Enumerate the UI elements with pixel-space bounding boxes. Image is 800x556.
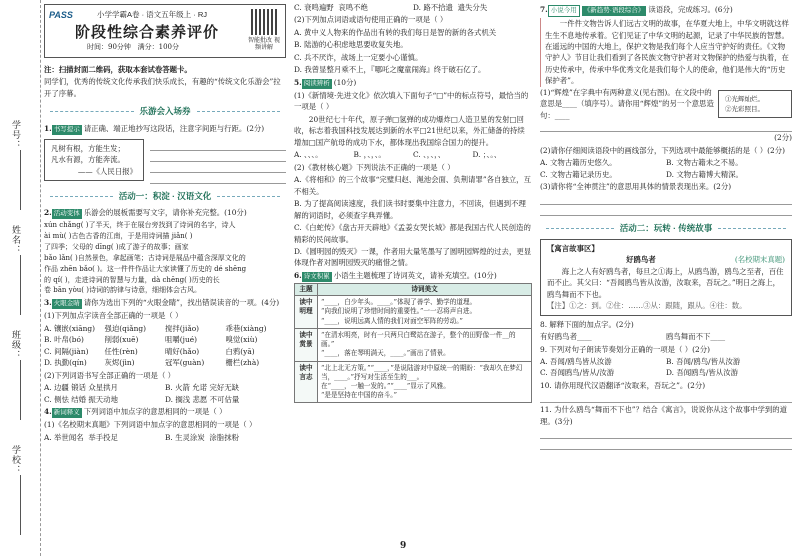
qr-code-icon[interactable] [251,9,277,35]
question-5: 5. 阅读辨析 (10分) [294,77,532,89]
q5-opt-b[interactable]: B. 为了提高阅读速度，我们读书时要集中注意力，不回读，但遇到不理解的词语时，必须查字典弄懂。 [294,199,526,220]
column-middle [294,0,532,556]
class-label: 班级： [10,330,21,360]
school-line[interactable] [20,475,21,535]
q3-sub1: (1)下列加点字读音全部正确的一项是（ ） [44,311,183,321]
q2-passage[interactable]: xún chǎng( )了半天，终于在展台旁找到了诗词的名字，诗人 ài mù( )古色古香的江南，于是用诗词描 jiǎn( ) 了四季；父母的 dīng( )成了游子的故事；画家 bǎo lǎn( )自然景色，拿起画笔；古诗词是展品中蕴含深厚文化的 作品 zhēn bǎo( )。这一件件作品让大家读懂了历史的 dé shēng 的 qí( )，走进诗词的智慧与力量，dà chēng( )历史的长 卷 bān yòu( )诗词的韵律与诗意，细细体会古风。 [44,221,247,295]
q5-options-1[interactable]: A. 、、、。 B. ，、，、。 C. 、，、，、 D. ；、。、 [294,150,502,160]
column-left [44,0,286,556]
class-line[interactable] [20,360,21,420]
q7-sub2: (2)请你仔细阅读语段中的画线部分，下列选项中最能够概括的是（ ）(2分) [540,145,786,155]
activity-entry-title: 乐游会入场券 [44,105,286,118]
poetry-table [294,283,532,403]
q4-sub2: (2)下列加点词语或语句使用正确的一项是（ ） [294,15,448,25]
q5-sub1: (1)《新情境·先进文化》依次填入下面句子“□”中的标点符号，最恰当的一项是（ ） [294,90,529,112]
q6-tag: 诗文积累 [302,272,332,282]
question-8: 8. 解释下面的加点字。(2分) [540,319,634,329]
full-score: 满分：100分 [137,43,179,51]
q4-sub1: (1)《名校期末真题》下列词语中加点字的意思相同的一项是（ ） [44,420,257,430]
q7-answer-line-3[interactable] [540,205,792,216]
q7-score-1: (2分) [774,133,792,143]
q4-tag: 新词释义 [52,408,82,418]
notice: 注：扫描封面二维码，获取本套试卷答题卡。 [44,65,192,74]
q1-source-box: 凡树有根，方能生发； 凡水有源，方能奔流。 ——《人民日报》 [44,139,144,181]
school-label: 学校： [10,445,21,475]
question-4: 4. 新词释义 下列词语中加点字的意思相同的一项是（ ） [44,406,286,418]
question-1: 1. 书写提示 请正确、端正地抄写这段话，注意字间距与行距。(2分) [44,123,286,135]
q7-tag-2: 《新趋势·语段综合》 [582,6,647,16]
q1-copy-area [44,136,286,184]
activity-2-title: 活动二：玩转 · 传统故事 [540,222,792,235]
question-9: 9. 下列对句子朗读节奏划分正确的一项是（ ）(2分) [540,344,711,354]
q7-sub3: (3)请你将“全神贯注”的意思用具体的情景表现出来。(2分) [540,182,732,192]
student-id-label: 学号： [10,120,21,150]
question-7: 7. 小说今用 《新趋势·语段综合》 读语段，完成练习。(6分) [540,4,792,17]
q4-opt-c[interactable]: C. 兵不厌诈，战场上一定要小心谨慎。 [294,52,423,62]
q7-passage: 一件件文物告诉人们远古文明的故事，在华夏大地上，中华文明就这样生生不息地传承着。它们见证了中华文明的起源，记录了中华民族的智慧。在遥远的中国的大地上，保护文物是我们每个人应当守护好的责任。《文物守护人》节目让我们看到了各民族文物守护者对文物保护的热爱与执着，在历史传承中，传承中华优秀文化是我们每个人的使命，他们是伟大的“历史保护者”。 [540,18,792,87]
fable-text: 海上之人有好鸥鸟者，每旦之①海上，从鸥鸟游，鸥鸟之至者，百住而不止。其父曰：“吾闻鸥鸟皆从汝游，汝取来，吾玩之。”明日之海上，鸥鸟舞而不下也。 [547,266,784,299]
q3-sub2: (2)下列词语书写全部正确的一项是（ ） [44,370,176,380]
q7-options[interactable]: A. 文物古籍历史悠久。 B. 文物古籍未之不易。 C. 文物古籍记录历史。 D. 文物古籍博大精深。 [540,158,743,179]
q5-opt-c[interactable]: C.《白蛇传》《盘古开天辟地》《孟姜女哭长城》都是我国古代人民创造的精彩的民间故事。 [294,223,531,244]
page-number: 9 [400,541,407,552]
question-2: 2. 活动变体 乐游会的展板需要写文字，请你补充完整。(10分) [44,207,286,219]
q5-tag: 阅读辨析 [302,79,332,89]
q5-sub2: (2)《教材核心题》下列说法不正确的一项是（ ） [294,162,455,172]
question-6: 6. 诗文积累 小语生主题梳理了诗词英文，请补充填空。(10分) [294,270,532,282]
table-header-poems: 诗词美文 [318,283,532,295]
q4-options-cont[interactable]: C. 衰鸣遍野 哀鸣不绝 D. 路不拾遗 遗失分失 [294,3,488,12]
q7-sub1: (1)“辉煌”在字典中有两种意义(见右图)。在文段中的意思是____（填序号）。请你用“辉煌”的另一个意思造句：____ ①光辉灿烂。 ②光彩照目。 [540,87,792,121]
dictionary-box: ①光辉灿烂。 ②光彩照目。 [718,90,792,118]
q4-opt-d[interactable]: D. 我曾显整月乘不上，『哪吒之魔童闹海』终于破石亿了。 [294,65,486,75]
q7-answer-line-2[interactable] [540,194,792,205]
q7-tag: 小说今用 [548,5,580,17]
q3-options-1[interactable]: A. 镶嵌(xiāng) 强迫(qiǎng) 搅拌(jiǎo) 乖巷(xiàng) B. 叶帛(bó) 削弱(xuē) 咀嚼(jué) 嗅觉(xiù) C. 间隔(jiàn) 任性(rèn) 晴好(hǎo) 白鸦(yā) D. 执勤(qín) 灰烬(jìn) 冠军(guàn) 栅栏(zhà) [44,323,267,368]
name-line[interactable] [20,255,21,315]
pass-logo: PASS [49,10,73,20]
q7-answer-line-1[interactable] [540,121,792,132]
page-title: 阶段性综合素养评价 [75,23,220,41]
table-row: 读中赏景 “在清水明亮，时有一只两只白鹭站在游子，整个的田野像一件__的画。” “____，落在琴明满天，____。”画出了情景。 [295,328,532,361]
q11-answer-line-2[interactable] [540,439,792,450]
intro-text: 同学们，优秀的传统文化传承我们快乐成长，有趣的“传统文化乐游会”拉开了序幕。 [44,77,281,98]
q8-blanks[interactable]: 有好鸥鸟者____ 鸥鸟舞而不下____ [540,332,726,342]
table-row: 读中言志 “北上北无方策。”“____，”是说陆游对中原统一的期盼：“我却久在梦幻当，____。”抒写对生活至生的___。 在“____，一触一发的。”“____”显示了风雅。 “是是坚持在中国的奋斗。” [295,361,532,403]
q4-opt-b[interactable]: B. 陆游的心积虑地思要收复失地。 [294,40,408,50]
name-label: 姓名： [10,225,21,255]
binding-strip [0,0,41,556]
fable-title-row [547,254,785,265]
q5-passage: 20世纪七十年代，原子弹□氢弹的成功爆炸□人造卫星的发射□回收，标志着我国科技发展达到新的水平□21世纪以来，外汇储备的持续增加□国产航母的成功下水，都体现出我国综合国力的提升。 [294,114,525,147]
qr-label: 智能批改 视频讲解 [248,37,280,52]
paper-header [44,4,286,58]
q5-opt-d[interactable]: D.《圆明园的毁灭》一课，作者用大量笔墨写了圆明园辉煌的过去，更显体现作者对圆明园毁灭的痛惜之情。 [294,246,532,268]
q2-tag: 活动变体 [52,209,82,219]
q10-answer-line[interactable] [540,392,792,403]
q9-options[interactable]: A. 吾闻/鸥鸟皆从汝游 B. 吾闻/鸥鸟/皆从汝游 C. 吾闻鸥鸟/皆从/汝游 D. 吾闻鸥鸟/皆从汝游 [540,357,741,378]
question-3: 3. 火眼金睛 请你为选出下列的“火眼金睛”，找出错误读音的一项。(4分) [44,297,286,309]
exam-meta [87,42,179,53]
fable-box [540,239,792,316]
fable-notes: 【注】①之：到。②住：……③从：跟随，跟从。④往：数。 [547,301,747,311]
fable-source-tag: (名校期末真题) [734,255,785,265]
time-limit: 时间：90分钟 [87,43,131,51]
table-row: 读中明理 “____，白少年头。____。”体现了善学、勤学的道理。 “向我们说明了珍惜时间的重要性。”一一忍将声自进。 “____，说明远离人情的我们对面空军阵的劳动。” [295,296,532,329]
q1-writing-lines[interactable] [150,140,286,184]
q4-opt-a[interactable]: A. 黄中义人物来的作品出有转的我们每日是智的新的各式机关 [294,27,497,37]
fable-section-head: 【寓言故事区】 [547,243,599,253]
fable-title: 好鸥鸟者 [626,255,656,265]
question-11: 11. 为什么鸥鸟“舞而不下也”？结合《寓言》，说说你从这个故事中学到的道理。(3分) [540,405,788,426]
table-header-theme: 主题 [295,283,318,295]
column-right [540,0,792,556]
activity-1-title: 活动一：积淀 · 汉语文化 [44,190,286,203]
q11-answer-line-1[interactable] [540,428,792,439]
q1-tag: 书写提示 [52,125,82,135]
q3-options-2[interactable]: A. 边疆 锻话 众星拱月 B. 火箭 允诺 完好无缺 C. 侧怯 结婚 振天动地 D. 搁浅 悲愿 不可估量 [44,383,240,404]
q3-tag: 火眼金睛 [52,299,82,309]
student-id-line[interactable] [20,150,21,210]
q4-options[interactable]: A. 举世闻名 举手投足 B. 生灵涂炭 涂脂抹粉 [44,432,239,442]
series-title: 小学学霸A卷 · 语文五年级上 · RJ [97,10,207,19]
question-10: 10. 请你用现代汉语翻译“汝取来，吾玩之”。(2分) [540,380,706,390]
q5-opt-a[interactable]: A.《将相和》的三个故事“完璧归赵、渑池会面、负荆请罪”各自独立，互不相关。 [294,175,531,196]
